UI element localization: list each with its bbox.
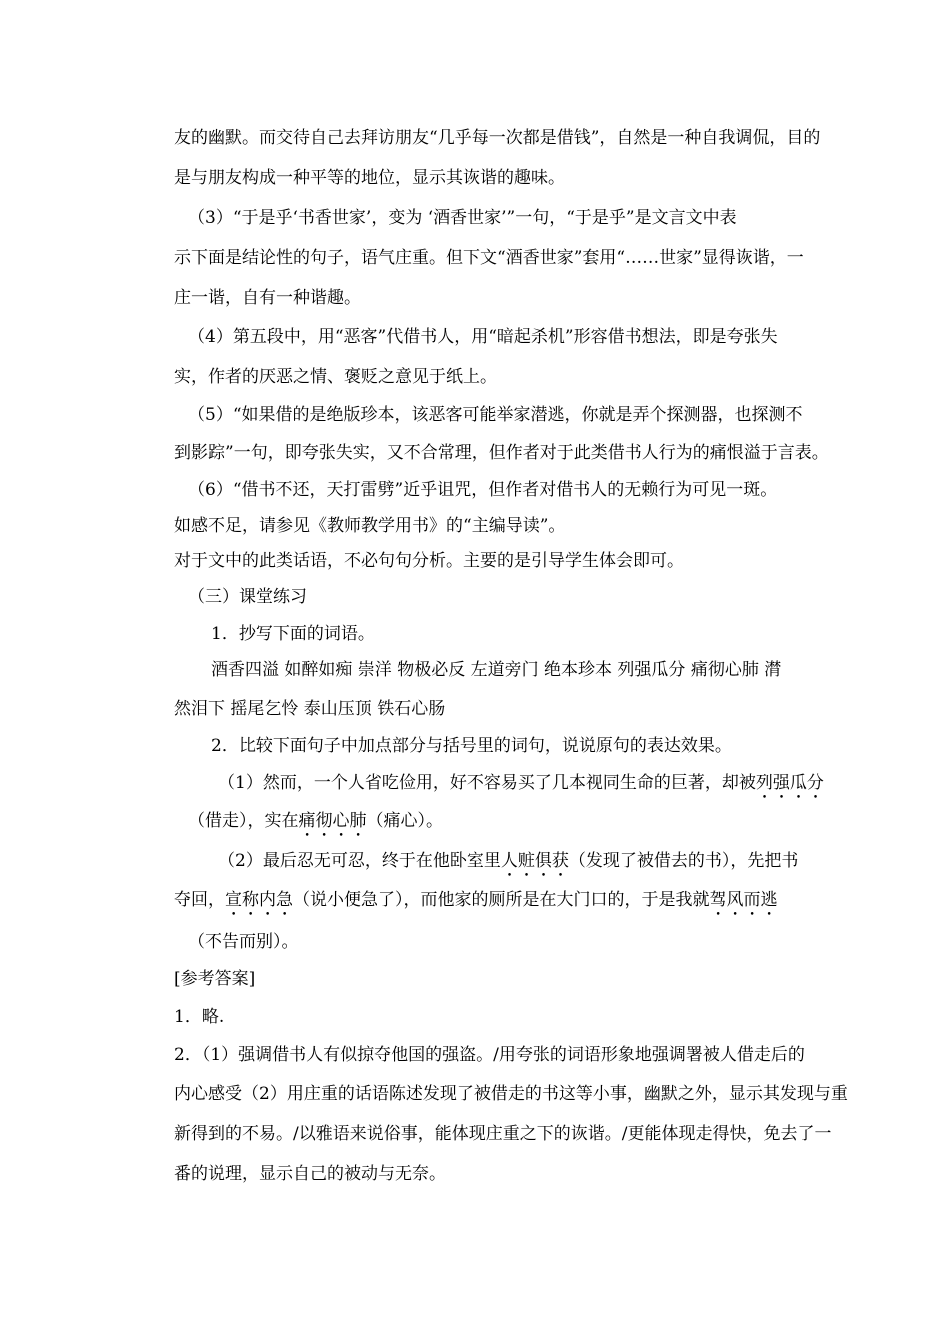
sentence-text: 夺回， (174, 890, 225, 910)
text-line: 到影踪”一句，即夸张失实，又不合常理，但作者对于此类借书人行为的痛恨溢于言表。 (174, 443, 829, 463)
emphasized-phrase: 驾风而逃 (709, 890, 778, 910)
emphasized-phrase: 痛彻心肺 (298, 811, 367, 831)
text-line (188, 810, 443, 841)
answer-line: 新得到的不易。/以雅语来说俗事，能体现庄重之下的诙谐。/更能体现走得快，免去了一 (174, 1124, 832, 1144)
text-line: 示下面是结论性的句子，语气庄重。但下文“酒香世家”套用“……世家”显得诙谐，一 (174, 248, 804, 268)
text-line: 如感不足，请参见《教师教学用书》的“主编导读”。 (174, 516, 566, 536)
exercise-item: 1．抄写下面的词语。 (211, 624, 375, 644)
sentence-text: （发现了被借去的书），先把书 (568, 851, 799, 871)
text-line: 对于文中的此类话语，不必句句分析。主要的是引导学生体会即可。 (174, 551, 684, 571)
text-line: （4）第五段中，用“恶客”代借书人，用“暗起杀机”形容借书想法，即是夸张失 (188, 327, 778, 347)
answer-line: 2．（1）强调借书人有似掠夺他国的强盗。/用夸张的词语形象地强调署被人借走后的 (174, 1045, 805, 1065)
sentence-text: （说小便急了），而他家的厕所是在大门口的，于是我就 (293, 890, 710, 910)
sentence-text: （1）然而，一个人省吃俭用，好不容易买了几本视同生命的巨著，却被 (218, 773, 756, 793)
text-line: 庄一谐，自有一种谐趣。 (174, 288, 361, 308)
text-line: （5）“如果借的是绝版珍本，该恶客可能举家潜逃，你就是弄个探测器，也探测不 (188, 405, 803, 425)
text-line (174, 889, 778, 920)
text-line: 是与朋友构成一种平等的地位，显示其诙谐的趣味。 (174, 168, 565, 188)
emphasized-phrase: 列强瓜分 (755, 773, 824, 793)
answer-line: 内心感受（2）用庄重的话语陈述发现了被借走的书这等小事，幽默之外，显示其发现与重 (174, 1084, 848, 1104)
sentence-text: （借走），实在 (188, 811, 299, 831)
vocabulary-list: 酒香四溢 如醉如痴 崇洋 物极必反 左道旁门 绝本珍本 列强瓜分 痛彻心肺 潸 (211, 660, 782, 680)
exercise-item: 2．比较下面句子中加点部分与括号里的词句，说说原句的表达效果。 (211, 736, 732, 756)
sentence-text: （2）最后忍无可忍，终于在他卧室里 (218, 851, 501, 871)
answer-heading: [参考答案] (174, 969, 256, 989)
answer-line: 1．略. (174, 1007, 225, 1027)
text-line: （3）“于是乎‘书香世家’，变为 ‘酒香世家’”一句，“于是乎”是文言文中表 (188, 208, 737, 228)
text-line: （不告而别）。 (188, 932, 299, 952)
text-line: 实，作者的厌恶之情、褒贬之意见于纸上。 (174, 367, 497, 387)
text-line (218, 850, 798, 881)
text-line (218, 772, 824, 803)
sentence-text: （痛心）。 (366, 811, 443, 831)
section-heading: （三）课堂练习 (188, 587, 307, 607)
emphasized-phrase: 人赃俱获 (500, 851, 569, 871)
emphasized-phrase: 宣称内急 (225, 890, 293, 910)
vocabulary-list: 然泪下 摇尾乞怜 泰山压顶 铁石心肠 (174, 699, 446, 719)
answer-line: 番的说理，显示自己的被动与无奈。 (174, 1164, 446, 1184)
text-line: 友的幽默。而交待自己去拜访朋友“几乎每一次都是借钱”，自然是一种自我调侃，目的 (174, 128, 821, 148)
text-line: （6）“借书不还，天打雷劈”近乎诅咒，但作者对借书人的无赖行为可见一斑。 (188, 480, 778, 500)
